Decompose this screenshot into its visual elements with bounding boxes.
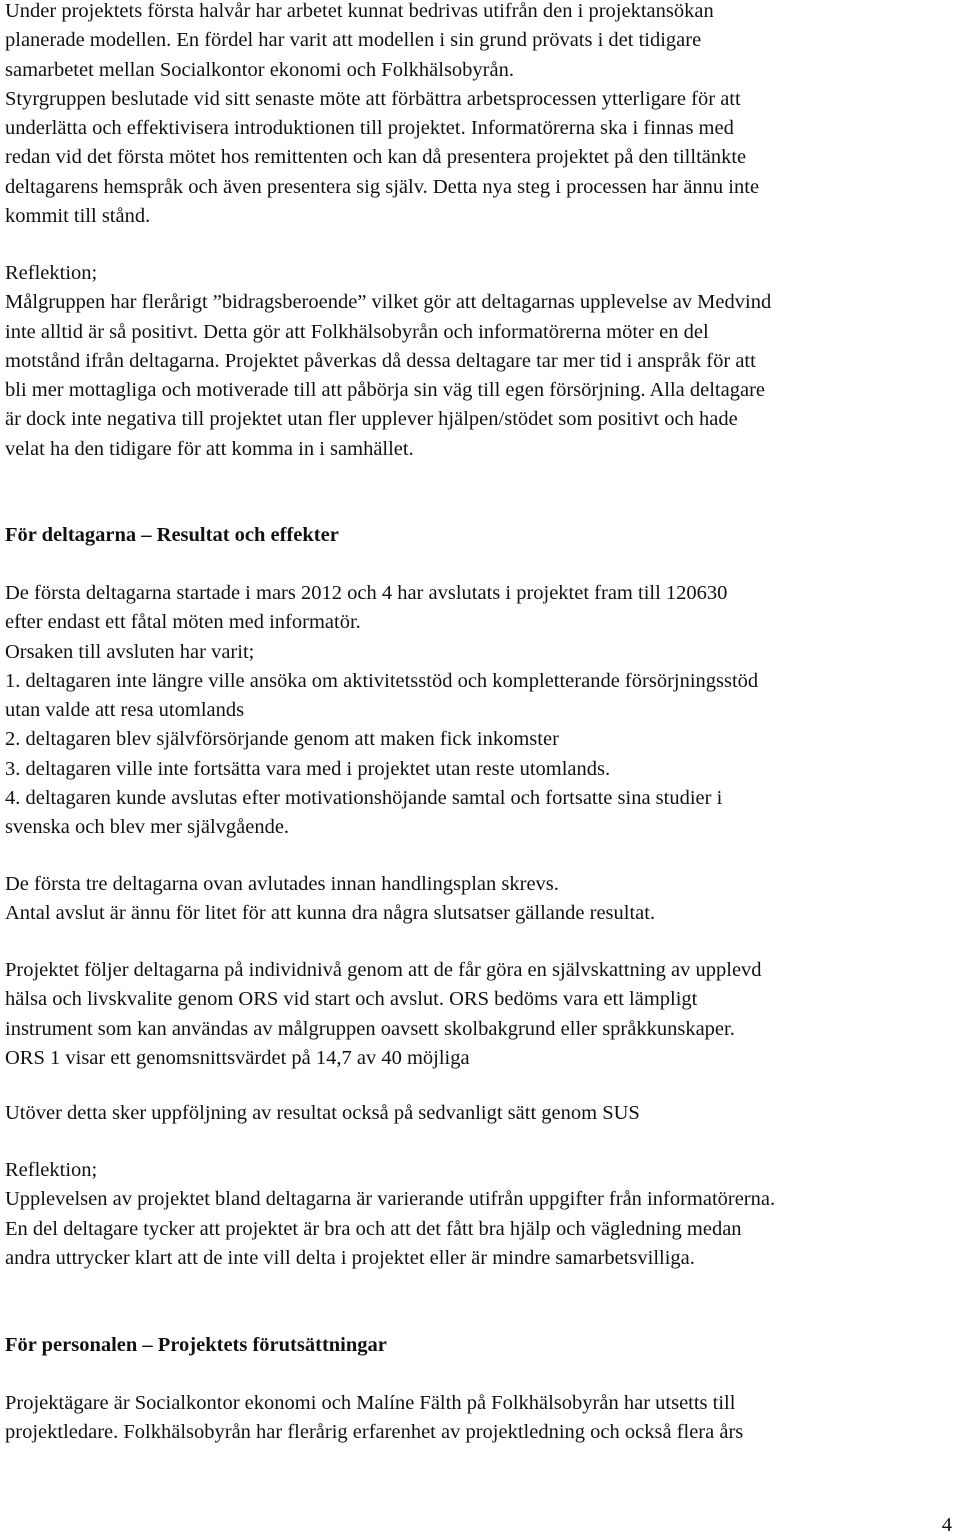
reflection-label: Reflektion; [5, 262, 98, 284]
text-line: Projektet följer deltagarna på individnivå genom att de får göra en självskattning av upplevd [5, 959, 762, 981]
text-line: ORS 1 visar ett genomsnittsvärdet på 14,7 av 40 möjliga [5, 1046, 470, 1069]
summary-paragraph [5, 870, 955, 929]
reflection-paragraph-1 [5, 259, 955, 464]
text-line: svenska och blev mer självgående. [5, 816, 290, 839]
text-line: efter endast ett fåtal möten med informatör. [5, 611, 361, 634]
text-line: velat ha den tidigare för att komma in i samhället. [5, 437, 414, 460]
section-heading-participants [5, 521, 955, 550]
text-line: instrument som kan användas av målgruppen oavsett skolbakgrund eller språkkunskaper. [5, 1017, 735, 1040]
text-line: Orsaken till avsluten har varit; [5, 640, 255, 663]
text-line: utan valde att resa utomlands [5, 699, 245, 722]
intro-paragraph [5, 0, 955, 231]
heading-text: För personalen – Projektets förutsättningar [5, 1334, 387, 1356]
text-line: är dock inte negativa till projektet utan fler upplever hjälpen/stödet som positivt och hade [5, 408, 738, 431]
list-item: 2. deltagaren blev självförsörjande genom att maken fick inkomster [5, 728, 559, 751]
text-line: bli mer mottagliga och motiverade till att påbörja sin väg till egen försörjning. Alla deltagare [5, 379, 765, 402]
text-line: hälsa och livskvalite genom ORS vid start och avslut. ORS bedöms vara ett lämpligt [5, 988, 698, 1011]
text-line: redan vid det första mötet hos remittenten och kan då presentera projektet på den tilltänkte [5, 146, 747, 169]
text-line: motstånd ifrån deltagarna. Projektet påverkas då dessa deltagare tar mer tid i anspråk för att [5, 349, 756, 372]
text-line: projektledare. Folkhälsobyrån har flerårig erfarenhet av projektledning och också flera års [5, 1421, 744, 1444]
text-line: deltagarens hemspråk och även presentera sig själv. Detta nya steg i processen har ännu inte [5, 175, 760, 198]
text-line: Utöver detta sker uppföljning av resultat också på sedvanligt sätt genom SUS [5, 1102, 640, 1124]
text-line: Styrgruppen beslutade vid sitt senaste möte att förbättra arbetsprocessen ytterligare för att [5, 87, 741, 110]
text-line: underlätta och effektivisera introduktionen till projektet. Informatörerna ska i finnas med [5, 117, 734, 140]
text-line: Målgruppen har flerårigt ”bidragsberoende” vilket gör att deltagarnas upplevelse av Medvind [5, 291, 772, 314]
text-line: Under projektets första halvår har arbetet kunnat bedrivas utifrån den i projektansökan [5, 0, 714, 22]
text-line: andra uttrycker klart att de inte vill delta i projektet eller är mindre samarbetsvilliga. [5, 1246, 695, 1269]
text-line: En del deltagare tycker att projektet är bra och att det fått bra hjälp och vägledning medan [5, 1217, 742, 1240]
results-paragraph [5, 579, 955, 843]
sus-paragraph [5, 1099, 955, 1128]
text-line: samarbetet mellan Socialkontor ekonomi och Folkhälsobyrån. [5, 58, 514, 81]
page-number: 4 [941, 1514, 952, 1536]
text-line: inte alltid är så positivt. Detta gör att Folkhälsobyrån och informatörerna möter en del [5, 320, 709, 343]
staff-paragraph [5, 1389, 955, 1448]
text-line: Upplevelsen av projektet bland deltagarna är varierande utifrån uppgifter från informatörerna. [5, 1188, 776, 1211]
text-line: Antal avslut är ännu för litet för att kunna dra några slutsatser gällande resultat. [5, 902, 656, 925]
list-item: 4. deltagaren kunde avslutas efter motivationshöjande samtal och fortsatte sina studier i [5, 787, 723, 810]
text-line: De första tre deltagarna ovan avlutades innan handlingsplan skrevs. [5, 873, 559, 895]
section-heading-staff [5, 1331, 955, 1360]
reflection-label: Reflektion; [5, 1159, 98, 1181]
text-line: Projektägare är Socialkontor ekonomi och Malíne Fälth på Folkhälsobyrån har utsetts till [5, 1392, 736, 1414]
list-item: 3. deltagaren ville inte fortsätta vara med i projektet utan reste utomlands. [5, 757, 611, 780]
text-line: planerade modellen. En fördel har varit att modellen i sin grund prövats i det tidigare [5, 29, 702, 52]
text-line: kommit till stånd. [5, 205, 151, 228]
ors-paragraph [5, 956, 955, 1073]
list-item: 1. deltagaren inte längre ville ansöka om aktivitetsstöd och kompletterande försörjningsstöd [5, 669, 759, 692]
reflection-paragraph-2 [5, 1156, 955, 1273]
text-line: De första deltagarna startade i mars 2012 och 4 har avslutats i projektet fram till 120630 [5, 582, 728, 604]
heading-text: För deltagarna – Resultat och effekter [5, 524, 339, 546]
